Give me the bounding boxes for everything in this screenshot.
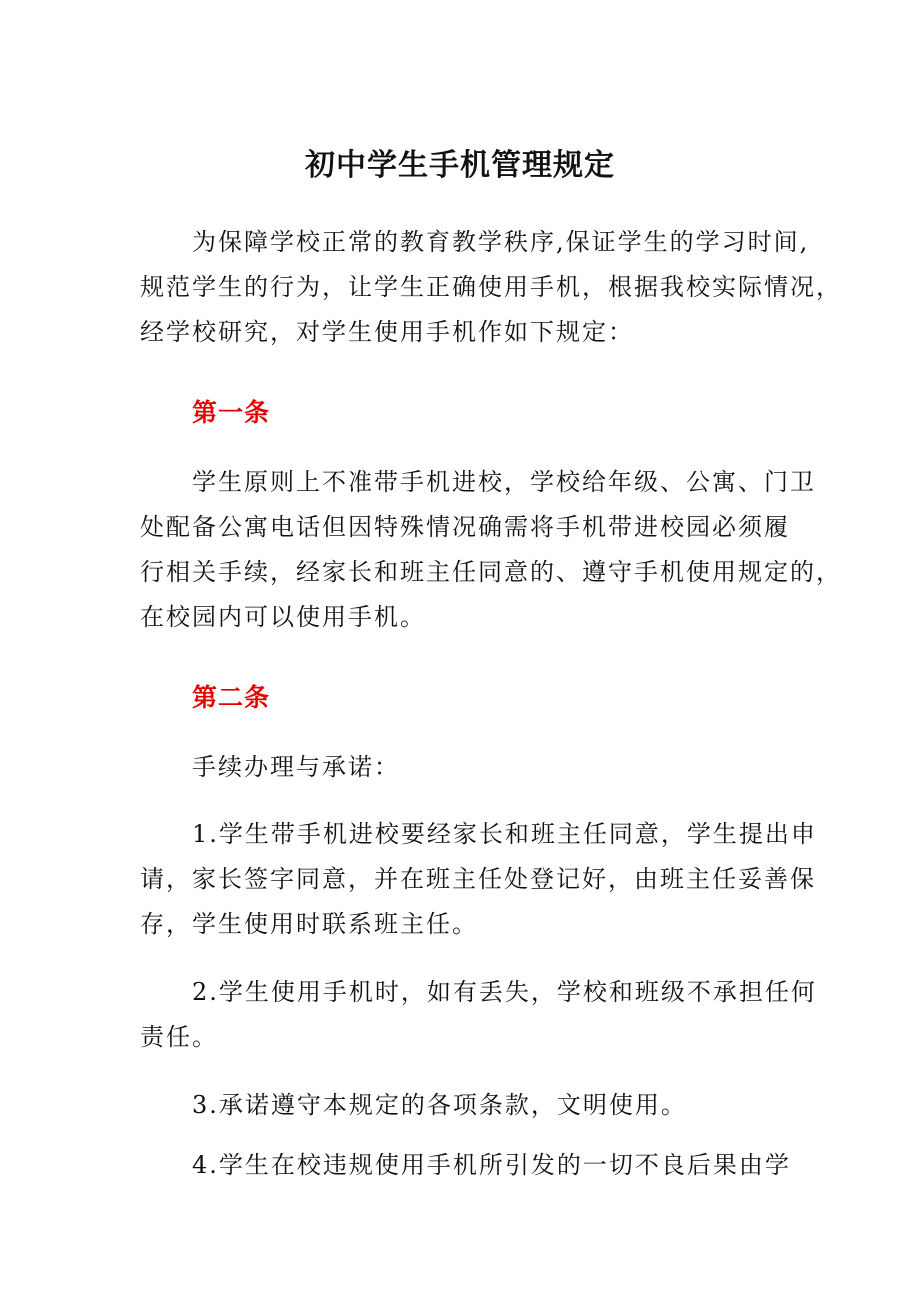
text-line: 请，家长签字同意，并在班主任处登记好，由班主任妥善保 bbox=[140, 865, 816, 893]
text-line: 责任。 bbox=[140, 1023, 218, 1051]
text-line: 存，学生使用时联系班主任。 bbox=[140, 910, 478, 938]
text-line: 行相关手续，经家长和班主任同意的、遵守手机使用规定的， bbox=[140, 558, 842, 586]
text-line: 学生原则上不准带手机进校，学校给年级、公寓、门卫 bbox=[192, 468, 816, 496]
intro-paragraph bbox=[140, 220, 842, 355]
article-2-item-3 bbox=[140, 1083, 790, 1128]
article-1-heading: 第一条 bbox=[192, 398, 271, 427]
article-2-item-4 bbox=[140, 1143, 790, 1188]
article-2-item-2 bbox=[140, 970, 817, 1060]
text-line: 2.学生使用手机时，如有丢失，学校和班级不承担任何 bbox=[192, 978, 817, 1006]
text-line: 处配备公寓电话但因特殊情况确需将手机带进校园必须履 bbox=[140, 513, 790, 541]
text-line: 规范学生的行为，让学生正确使用手机，根据我校实际情况， bbox=[140, 273, 842, 301]
text-line: 为保障学校正常的教育教学秩序,保证学生的学习时间, bbox=[192, 228, 810, 256]
article-1-paragraph bbox=[140, 460, 842, 640]
text-line: 1.学生带手机进校要经家长和班主任同意，学生提出申 bbox=[192, 820, 817, 848]
text-line: 3.承诺遵守本规定的各项条款，文明使用。 bbox=[192, 1091, 687, 1119]
text-line: 4.学生在校违规使用手机所引发的一切不良后果由学 bbox=[192, 1151, 791, 1179]
article-2-subtitle bbox=[140, 745, 790, 790]
text-line: 经学校研究，对学生使用手机作如下规定： bbox=[140, 318, 634, 346]
article-2-heading: 第二条 bbox=[192, 683, 271, 712]
article-2-item-1 bbox=[140, 812, 817, 947]
text-line: 手续办理与承诺： bbox=[192, 753, 400, 781]
document-title: 初中学生手机管理规定 bbox=[305, 148, 615, 183]
text-line: 在校园内可以使用手机。 bbox=[140, 603, 426, 631]
